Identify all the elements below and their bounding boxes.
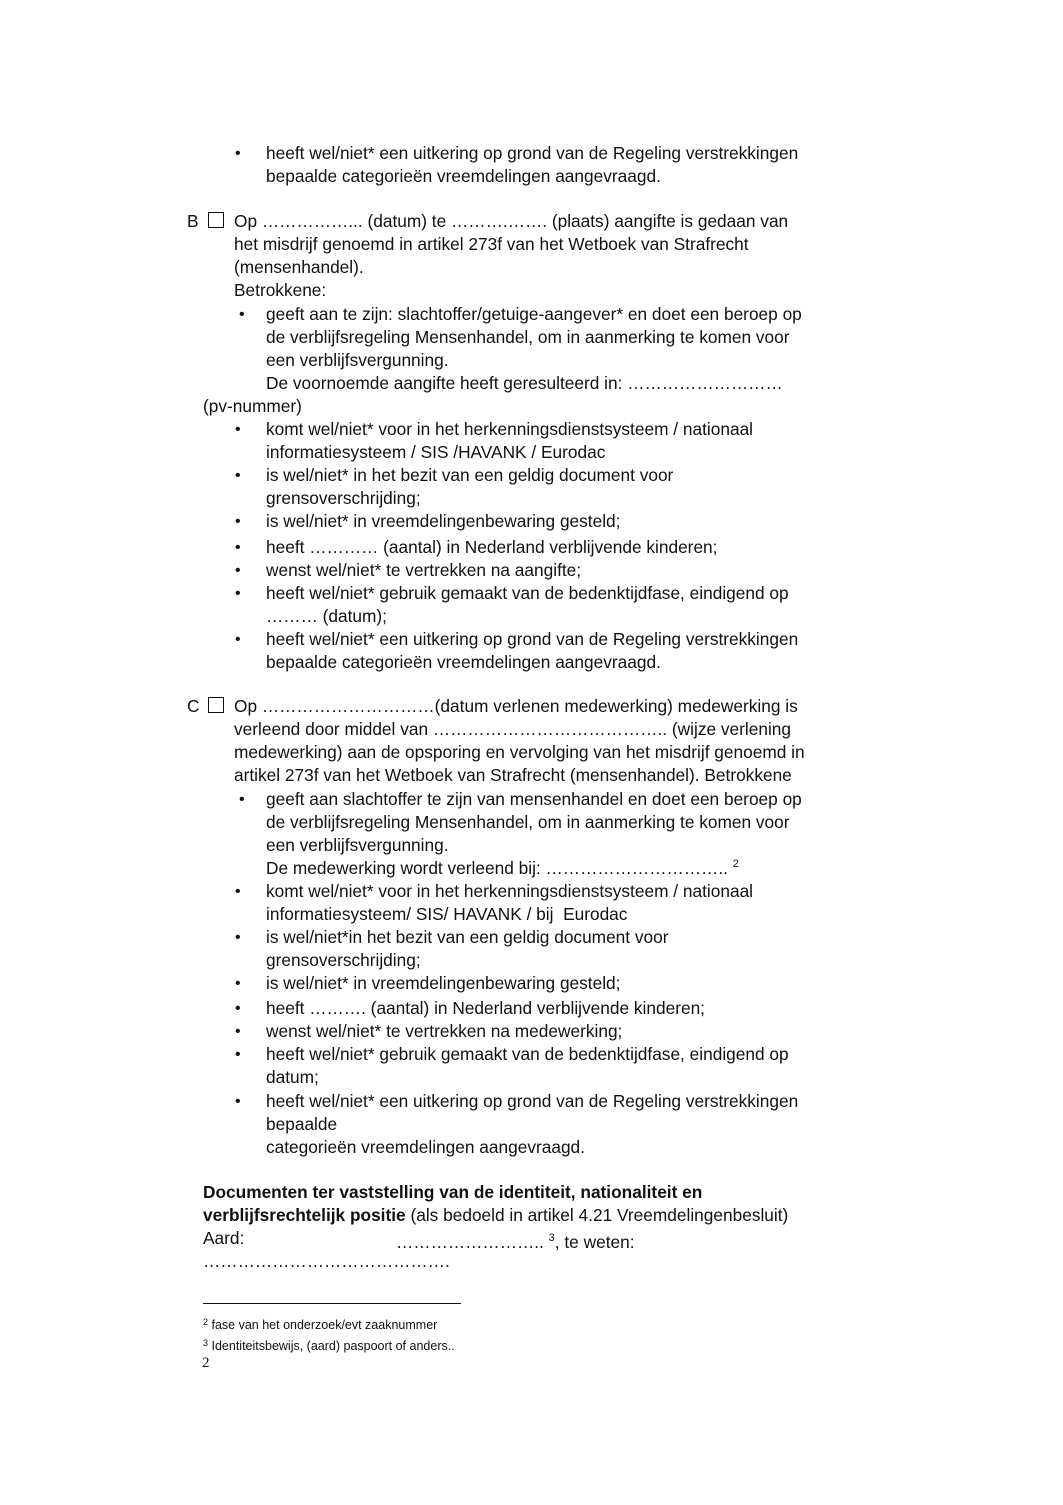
pv-number-label: (pv-nummer) bbox=[203, 396, 302, 416]
text-line: de verblijfsregeling Mensenhandel, om in aanmerking te komen voor bbox=[266, 327, 790, 347]
text-line: heeft wel/niet* gebruik gemaakt van de bedenktijdfase, eindigend op bbox=[266, 583, 789, 603]
bullet: • bbox=[235, 145, 241, 162]
text-line bbox=[266, 853, 739, 880]
section-b-checkbox[interactable] bbox=[208, 212, 224, 228]
bullet: • bbox=[235, 585, 241, 602]
section-letter-b: B bbox=[187, 211, 199, 231]
bullet: • bbox=[235, 421, 241, 438]
text-line: komt wel/niet* voor in het herkenningsdienstsysteem / nationaal bbox=[266, 419, 754, 439]
text-line: het misdrijf genoemd in artikel 273f van het Wetboek van Strafrecht bbox=[234, 234, 749, 254]
text-line: wenst wel/niet* te vertrekken na aangifte; bbox=[266, 560, 582, 580]
text-line: grensoverschrijding; bbox=[266, 950, 421, 970]
text-line: heeft wel/niet* een uitkering op grond van de Regeling verstrekkingen bbox=[266, 143, 799, 163]
bullet: • bbox=[235, 929, 241, 946]
footnote-number: 3 bbox=[203, 1338, 209, 1348]
text-line: heeft wel/niet* een uitkering op grond van de Regeling verstrekkingen bbox=[266, 629, 799, 649]
bullet: • bbox=[235, 1093, 241, 1110]
text-line: is wel/niet* in vreemdelingenbewaring gesteld; bbox=[266, 511, 621, 531]
text-line: heeft wel/niet* een uitkering op grond van de Regeling verstrekkingen bbox=[266, 1091, 799, 1111]
dots-line: ……………………………………. bbox=[203, 1251, 450, 1271]
bullet: • bbox=[235, 513, 241, 530]
text-line: is wel/niet* in het bezit van een geldig document voor bbox=[266, 465, 674, 485]
text-line: categorieën vreemdelingen aangevraagd. bbox=[266, 1137, 585, 1157]
text-line: komt wel/niet* voor in het herkenningsdienstsysteem / nationaal bbox=[266, 881, 754, 901]
text-line: heeft ………. (aantal) in Nederland verblijvende kinderen; bbox=[266, 998, 705, 1018]
aard-dots: …………………….. bbox=[396, 1232, 549, 1252]
text-line: informatiesysteem/ SIS/ HAVANK / bij Eurodac bbox=[266, 904, 628, 924]
text-line: grensoverschrijding; bbox=[266, 488, 421, 508]
text-line: is wel/niet* in vreemdelingenbewaring gesteld; bbox=[266, 973, 621, 993]
section-letter-c: C bbox=[187, 696, 200, 716]
footnote-text: Identiteitsbewijs, (aard) paspoort of anders.. bbox=[208, 1339, 455, 1353]
documents-heading-rest: (als bedoeld in artikel 4.21 Vreemdelingenbesluit) bbox=[405, 1205, 789, 1225]
text-line: geeft aan te zijn: slachtoffer/getuige-aangever* en doet een beroep op bbox=[266, 304, 802, 324]
text-line: bepaalde categorieën vreemdelingen aangevraagd. bbox=[266, 652, 661, 672]
bullet: • bbox=[239, 306, 245, 323]
text-line: een verblijfsvergunning. bbox=[266, 350, 449, 370]
text-line: een verblijfsvergunning. bbox=[266, 835, 449, 855]
footnote-ref: 3 bbox=[548, 1232, 555, 1244]
bullet: • bbox=[235, 1023, 241, 1040]
text-line: verleend door middel van ………………………………….. (wijze verlening bbox=[234, 719, 792, 739]
text-line: geeft aan slachtoffer te zijn van mensenhandel en doet een beroep op bbox=[266, 789, 802, 809]
text-line: Betrokkene: bbox=[234, 280, 327, 300]
text-line: bepaalde bbox=[266, 1114, 338, 1134]
bullet: • bbox=[235, 562, 241, 579]
text-line: (mensenhandel). bbox=[234, 257, 364, 277]
documents-heading-line2 bbox=[203, 1204, 788, 1227]
bullet: • bbox=[235, 1046, 241, 1063]
text-line: bepaalde categorieën vreemdelingen aangevraagd. bbox=[266, 166, 661, 186]
footnote bbox=[203, 1314, 437, 1333]
text-line: heeft ………… (aantal) in Nederland verblijvende kinderen; bbox=[266, 537, 718, 557]
text-line: wenst wel/niet* te vertrekken na medewerking; bbox=[266, 1021, 623, 1041]
footnote-number: 2 bbox=[203, 1317, 209, 1327]
text-line: Op ……………... (datum) te ……….……. (plaats) aangifte is gedaan van bbox=[234, 211, 789, 231]
text-line: ……… (datum); bbox=[266, 606, 387, 626]
text-line: datum; bbox=[266, 1067, 319, 1087]
text-line: is wel/niet*in het bezit van een geldig document voor bbox=[266, 927, 669, 947]
section-c-checkbox[interactable] bbox=[208, 697, 224, 713]
bullet: • bbox=[235, 1000, 241, 1017]
bullet: • bbox=[235, 467, 241, 484]
text-line: heeft wel/niet* gebruik gemaakt van de bedenktijdfase, eindigend op bbox=[266, 1044, 789, 1064]
footnote-separator bbox=[203, 1303, 461, 1304]
text-line: artikel 273f van het Wetboek van Strafrecht (mensenhandel). Betrokkene bbox=[234, 765, 792, 785]
footnote bbox=[203, 1335, 455, 1354]
documents-heading: Documenten ter vaststelling van de identiteit, nationaliteit en bbox=[203, 1182, 703, 1202]
page-number: 2 bbox=[202, 1355, 210, 1371]
text-line: de verblijfsregeling Mensenhandel, om in aanmerking te komen voor bbox=[266, 812, 790, 832]
bullet: • bbox=[235, 539, 241, 556]
aard-label: Aard: bbox=[203, 1228, 245, 1248]
aard-rest: , te weten: bbox=[554, 1232, 635, 1252]
text-line: Op …………………………(datum verlenen medewerking) medewerking is bbox=[234, 696, 798, 716]
text-line: medewerking) aan de opsporing en vervolging van het misdrijf genoemd in bbox=[234, 742, 805, 762]
text-line-content: De medewerking wordt verleend bij: ………………………….. bbox=[266, 858, 733, 878]
text-line: informatiesysteem / SIS /HAVANK / Eurodac bbox=[266, 442, 606, 462]
footnote-text: fase van het onderzoek/evt zaaknummer bbox=[208, 1318, 438, 1332]
bullet: • bbox=[235, 975, 241, 992]
text-line: De voornoemde aangifte heeft geresulteerd in: ……………………… bbox=[266, 373, 783, 393]
bullet: • bbox=[235, 883, 241, 900]
documents-heading-bold: verblijfsrechtelijk positie bbox=[203, 1205, 406, 1225]
footnote-ref: 2 bbox=[732, 858, 739, 870]
bullet: • bbox=[239, 791, 245, 808]
bullet: • bbox=[235, 631, 241, 648]
